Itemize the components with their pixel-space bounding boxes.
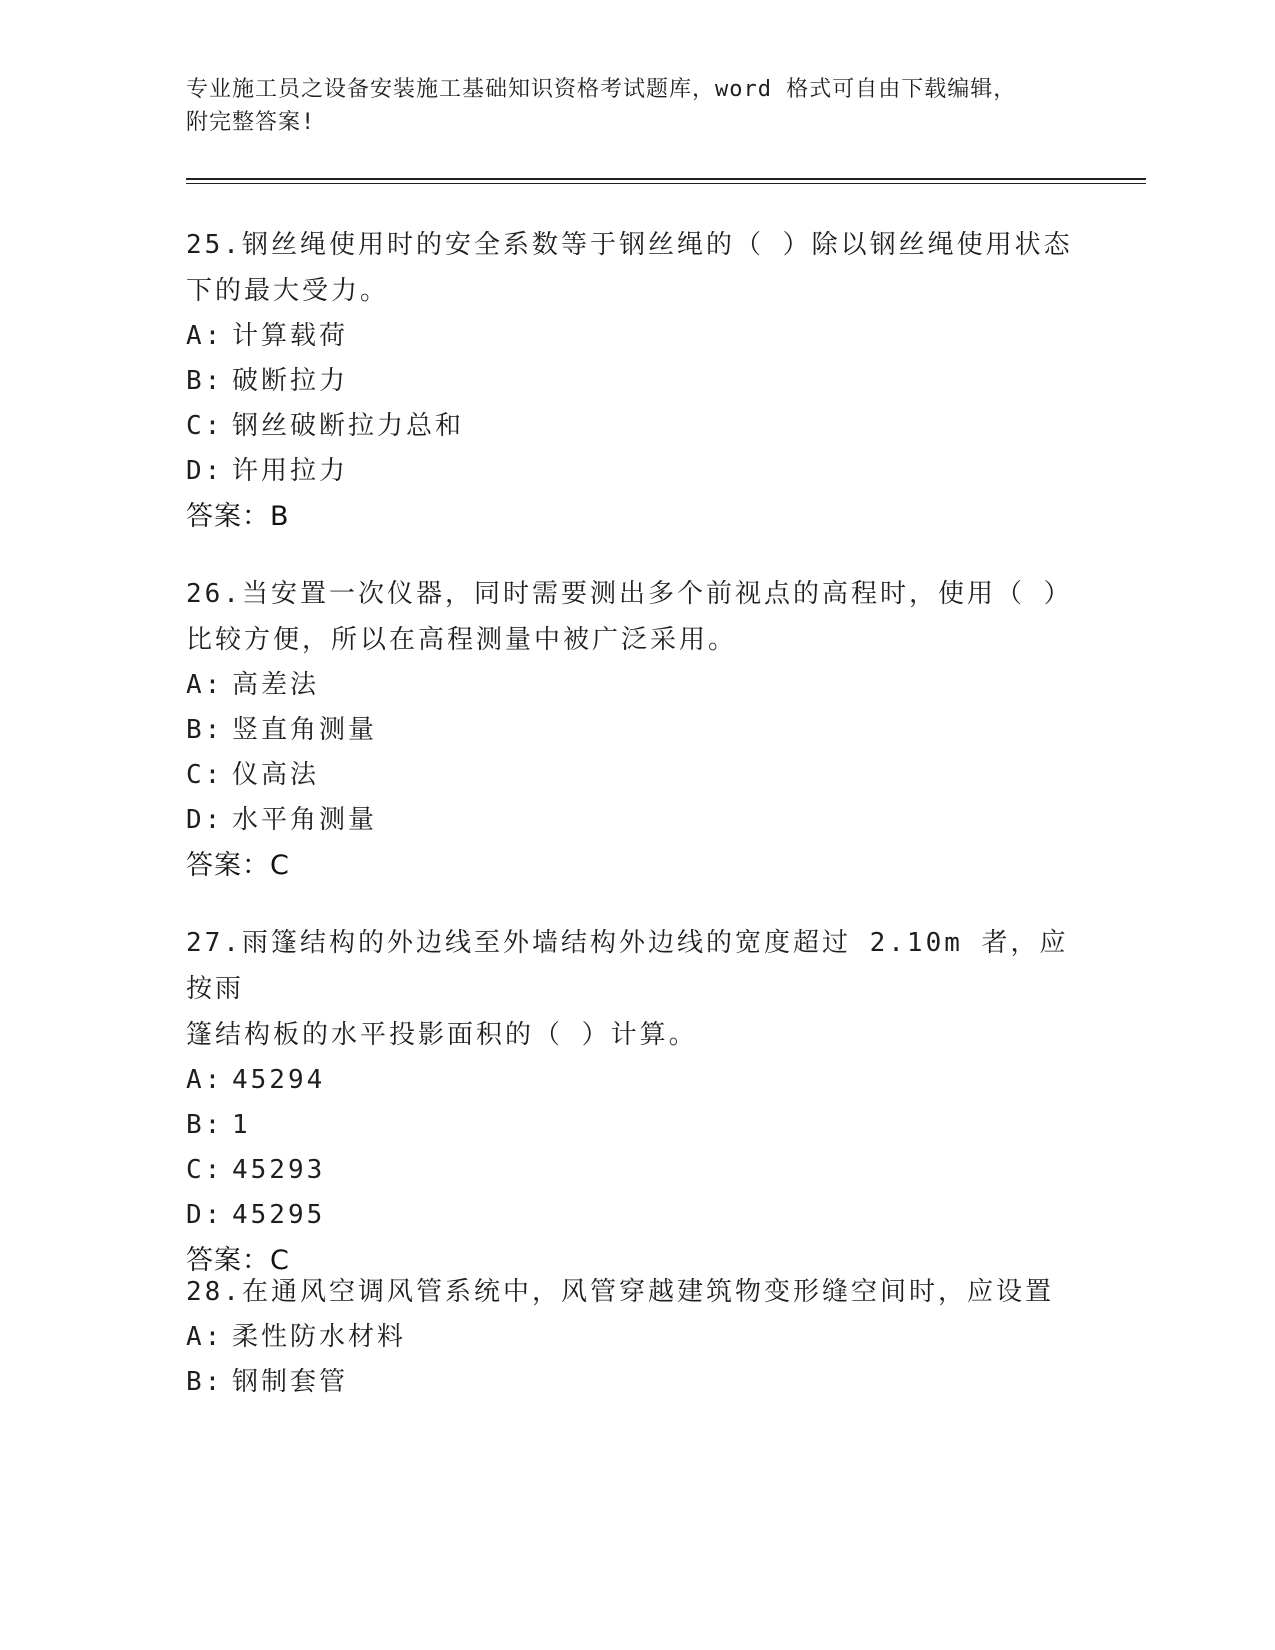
question-text-line-2: 比较方便，所以在高程测量中被广泛采用。	[186, 625, 738, 655]
question-26	[186, 571, 1086, 888]
option-letter: C:	[186, 760, 224, 790]
question-text-line-1: 雨篷结构的外边线至外墙结构外边线的宽度超过 2.10m 者，应按雨	[186, 928, 1069, 1004]
question-number: 26.	[186, 579, 242, 609]
option-text: 许用拉力	[232, 456, 349, 486]
header-line-1: 专业施工员之设备安装施工基础知识资格考试题库，word 格式可自由下载编辑，	[186, 77, 1017, 102]
answer-value: C	[270, 1245, 289, 1276]
answer-value: C	[270, 850, 289, 881]
question-28	[186, 1269, 1086, 1405]
option-b	[186, 1103, 1086, 1148]
option-d	[186, 449, 1086, 494]
question-text-line-1: 当安置一次仪器，同时需要测出多个前视点的高程时，使用（ ）	[241, 579, 1073, 609]
option-text: 钢制套管	[232, 1367, 349, 1397]
question-text-line-2: 篷结构板的水平投影面积的（ ）计算。	[186, 1020, 698, 1050]
question-25	[186, 222, 1086, 539]
option-letter: A:	[186, 321, 224, 351]
option-letter: B:	[186, 1110, 224, 1140]
option-text: 45294	[232, 1065, 326, 1095]
option-text: 柔性防水材料	[232, 1322, 407, 1352]
option-text: 45293	[232, 1155, 326, 1185]
option-letter: A:	[186, 670, 224, 700]
option-text: 计算载荷	[232, 321, 349, 351]
answer-label: 答案：	[186, 850, 270, 881]
option-letter: D:	[186, 805, 224, 835]
option-a	[186, 663, 1086, 708]
option-letter: D:	[186, 456, 224, 486]
question-stem	[186, 571, 1086, 663]
option-d	[186, 1193, 1086, 1238]
question-27	[186, 920, 1086, 1283]
document-header	[186, 73, 1086, 139]
question-number: 28.	[186, 1277, 242, 1307]
option-text: 高差法	[232, 670, 320, 700]
option-d	[186, 798, 1086, 843]
option-letter: C:	[186, 411, 224, 441]
option-c	[186, 753, 1086, 798]
question-text-line-2: 下的最大受力。	[186, 276, 390, 306]
option-c	[186, 404, 1086, 449]
answer-label: 答案：	[186, 501, 270, 532]
option-letter: A:	[186, 1322, 224, 1352]
question-number: 25.	[186, 230, 242, 260]
answer-value: B	[270, 501, 289, 532]
option-text: 仪高法	[232, 760, 320, 790]
header-divider-thick	[186, 178, 1146, 180]
question-stem	[186, 1269, 1086, 1315]
answer-line	[186, 843, 1086, 888]
option-letter: A:	[186, 1065, 224, 1095]
option-b	[186, 708, 1086, 753]
question-text-line-1: 在通风空调风管系统中，风管穿越建筑物变形缝空间时，应设置	[241, 1277, 1054, 1307]
option-a	[186, 1058, 1086, 1103]
option-letter: D:	[186, 1200, 224, 1230]
option-letter: B:	[186, 1367, 224, 1397]
option-c	[186, 1148, 1086, 1193]
header-divider-thin	[186, 183, 1146, 184]
option-b	[186, 1360, 1086, 1405]
option-a	[186, 314, 1086, 359]
answer-line	[186, 494, 1086, 539]
question-text-line-1: 钢丝绳使用时的安全系数等于钢丝绳的（ ）除以钢丝绳使用状态	[241, 230, 1073, 260]
option-a	[186, 1315, 1086, 1360]
answer-label: 答案：	[186, 1245, 270, 1276]
question-number: 27.	[186, 928, 242, 958]
option-letter: C:	[186, 1155, 224, 1185]
header-line-2: 附完整答案!	[186, 110, 316, 135]
option-text: 水平角测量	[232, 805, 378, 835]
question-stem	[186, 920, 1086, 1058]
option-b	[186, 359, 1086, 404]
option-text: 1	[232, 1110, 251, 1140]
option-text: 钢丝破断拉力总和	[232, 411, 465, 441]
option-text: 破断拉力	[232, 366, 349, 396]
option-text: 45295	[232, 1200, 326, 1230]
option-letter: B:	[186, 366, 224, 396]
option-text: 竖直角测量	[232, 715, 378, 745]
question-stem	[186, 222, 1086, 314]
option-letter: B:	[186, 715, 224, 745]
